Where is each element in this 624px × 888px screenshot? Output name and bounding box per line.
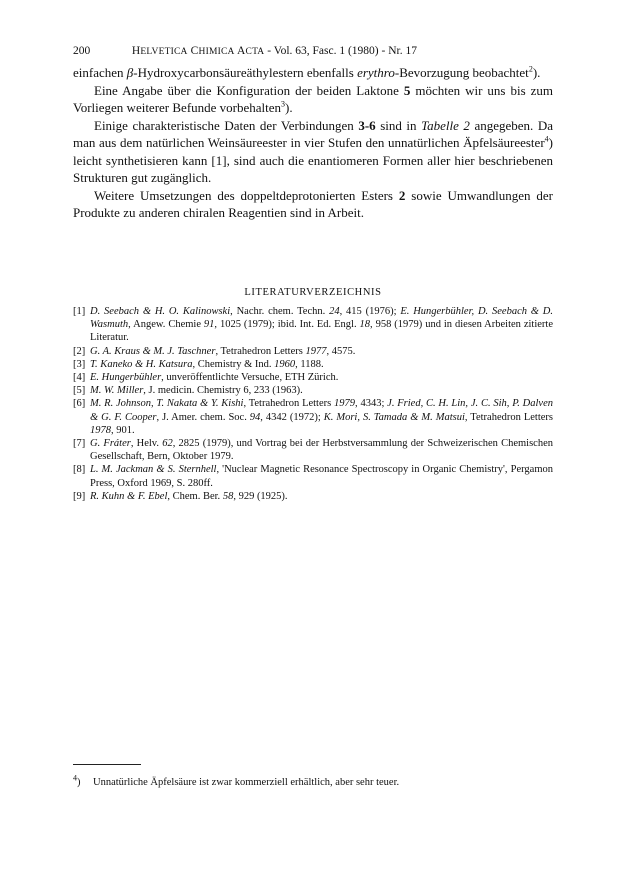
paragraph: Einige charakteristische Daten der Verbindungen 3-6 sind in Tabelle 2 angegeben. Da man aus dem natürlichen Weinsäureester in vier Stufen den unnatürlichen Äpfelsäureester$^4$) leicht synthetisieren kann [1], sind auch die enantiomeren Formen aller hier beschriebenen Strukturen gut zugänglich.	[73, 117, 553, 185]
footnote-number: 4	[73, 773, 77, 783]
reference-item: [1] D. Seebach & H. O. Kalinowski, Nachr. chem. Techn. 24, 415 (1976); E. Hungerbühler, D. Seebach & D. Wasmuth, Angew. Chemie 91, 1025 (1979); ibid. Int. Ed. Engl. 18, 958 (1979) und in diesen Arbeiten zitierte Literatur.	[73, 306, 553, 344]
reference-item: [7] G. Fráter, Helv. 62, 2825 (1979), und Vortrag bei der Herbstversammlung der Schweizerischen Chemischen Gesellschaft, Bern, Oktober 1979.	[73, 438, 554, 463]
footnote-ref: 4	[544, 134, 549, 144]
footnote: $^4$) Unnatürliche Äpfelsäure ist zwar kommerziell erhältlich, aber sehr teuer.	[73, 773, 400, 788]
footnote-ref: 3	[281, 99, 286, 109]
paragraph: einfachen β-Hydroxycarbonsäureäthylestern ebenfalls erythro-Bevorzugung beobachtet$^2$).	[73, 64, 541, 80]
reference-item: [6] M. R. Johnson, T. Nakata & Y. Kishi, Tetrahedron Letters 1979, 4343; J. Fried, C. H. Lin, J. C. Sih, P. Dalven & G. F. Cooper, J. Amer. chem. Soc. 94, 4342 (1972); K. Mori, S. Tamada & M. Matsui, Tetrahedron Letters 1978, 901.	[73, 398, 554, 436]
reference-item: [2] G. A. Kraus & M. J. Taschner, Tetrahedron Letters 1977, 4575.	[73, 345, 356, 357]
paragraph: Weitere Umsetzungen des doppeltdeprotonierten Esters 2 sowie Umwandlungen der Produkte zu anderen chiralen Reagentien sind in Arbeit.	[73, 187, 553, 220]
references-list	[73, 305, 553, 503]
footnote-divider	[73, 764, 141, 765]
reference-item: [8] L. M. Jackman & S. Sternhell, 'Nuclear Magnetic Resonance Spectroscopy in Organic Chemistry', Pergamon Press, Oxford 1969, S. 280ff.	[73, 464, 553, 489]
journal-name: HELVETICA CHIMICA ACTA	[131, 45, 265, 57]
paragraph: Eine Angabe über die Konfiguration der beiden Laktone 5 möchten wir uns bis zum Vorliegen weiterer Befunde vorbehalten$^3$).	[73, 82, 553, 115]
footnote-text: Unnatürliche Äpfelsäure ist zwar kommerziell erhältlich, aber sehr teuer.	[93, 777, 400, 788]
reference-item: [3] T. Kaneko & H. Katsura, Chemistry & Ind. 1960, 1188.	[73, 358, 324, 370]
reference-item: [9] R. Kuhn & F. Ebel, Chem. Ber. 58, 929 (1925).	[73, 490, 288, 502]
body-text	[73, 64, 553, 222]
reference-item: [5] M. W. Miller, J. medicin. Chemistry 6, 233 (1963).	[73, 385, 303, 397]
reference-item: [4] E. Hungerbühler, unveröffentlichte Versuche, ETH Zürich.	[73, 372, 339, 384]
page-number: 200	[73, 45, 91, 57]
references-title: LITERATURVERZEICHNIS	[244, 287, 382, 298]
footnote-ref: 2	[528, 64, 533, 74]
volume-info: - Vol. 63, Fasc. 1 (1980) - Nr. 17	[264, 45, 417, 57]
running-header	[73, 44, 553, 59]
